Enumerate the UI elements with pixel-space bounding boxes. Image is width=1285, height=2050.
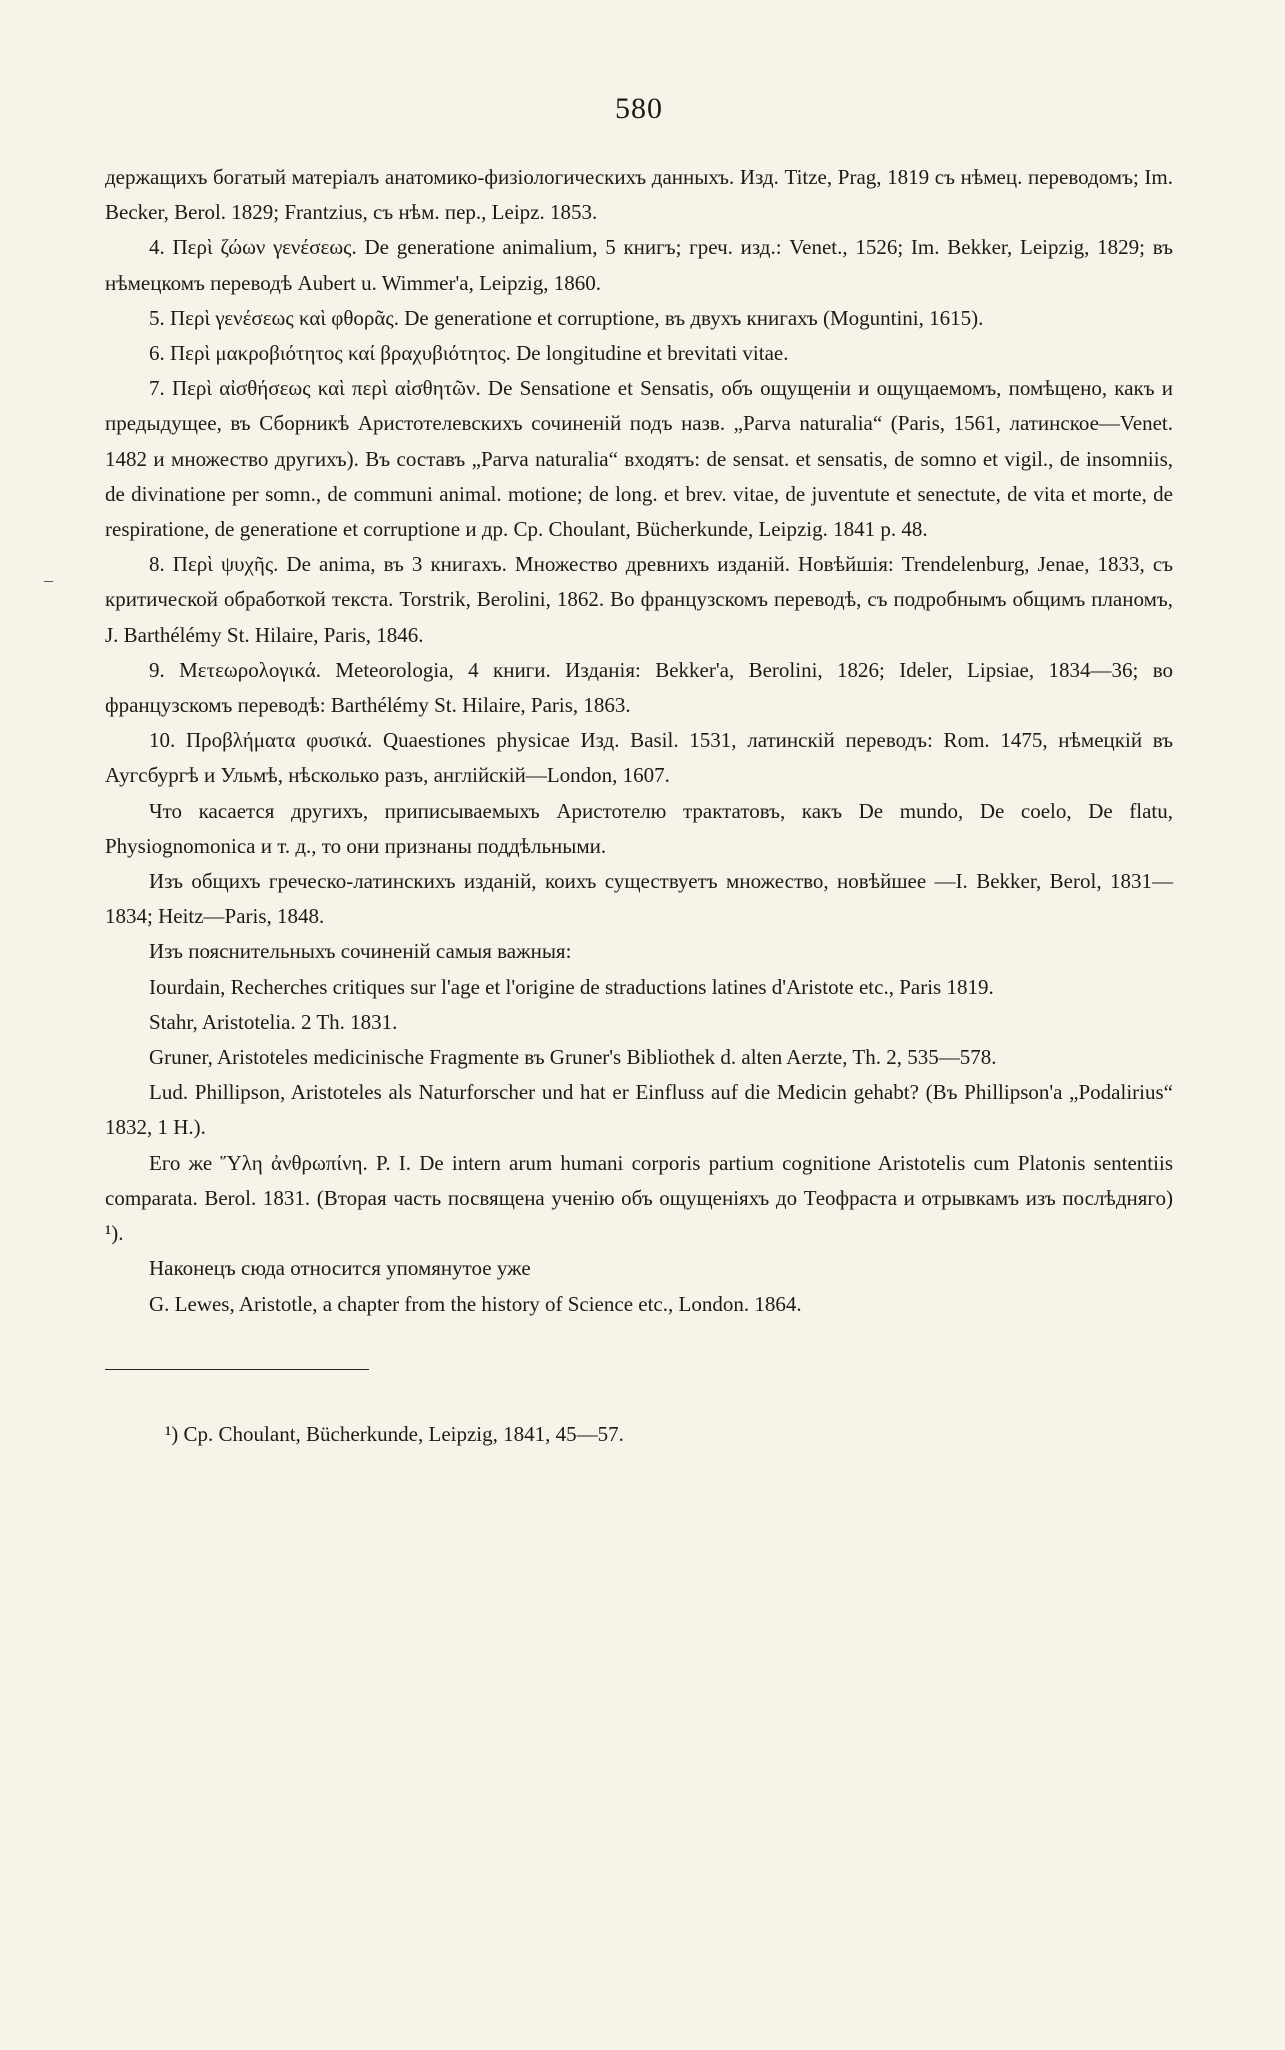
list-item-10: 10. Προβλήματα φυσικά. Quaestiones physicae Изд. Basil. 1531, латинскій переводъ: Rom. 1475, нѣмецкій въ Аугсбургѣ и Ульмѣ, нѣсколько разъ, англійскій—London, 1607. <box>105 728 1173 788</box>
paragraph-continued: держащихъ богатый матеріалъ анатомико-физіологическихъ данныхъ. Изд. Titze, Prag, 1819 съ нѣмец. переводомъ; Im. Becker, Berol. 1829; Frantzius, съ нѣм. пер., Leipz. 1853. <box>105 165 1173 225</box>
paragraph-general-editions: Изъ общихъ греческо-латинскихъ изданій, коихъ существуетъ множество, новѣйшее —I. Bekker, Berol, 1831—1834; Heitz—Paris, 1848. <box>105 869 1173 929</box>
list-item-6: 6. Περὶ μακροβιότητος καί βραχυβιότητος. De longitudine et brevitati vitae. <box>149 341 789 366</box>
reference-gruner: Gruner, Aristoteles medicinische Fragmente въ Gruner's Bibliothek d. alten Aerzte, Th. 2, 535—578. <box>149 1045 997 1070</box>
paragraph-commentaries-heading: Изъ пояснительныхъ сочиненій самыя важныя: <box>149 939 572 964</box>
list-item-9: 9. Μετεωρολογικά. Meteorologia, 4 книги. Изданія: Bekker'a, Berolini, 1826; Ideler, Lipsiae, 1834—36; во французскомъ переводѣ: Barthélémy St. Hilaire, Paris, 1863. <box>105 657 1173 718</box>
reference-stahr: Stahr, Aristotelia. 2 Th. 1831. <box>149 1009 398 1034</box>
reference-jourdain: Iourdain, Recherches critiques sur l'age et l'origine de straductions latines d'Aristote etc., Paris 1819. <box>149 974 994 999</box>
footnote: ¹) Ср. Choulant, Bücherkunde, Leipzig, 1841, 45—57. <box>165 1421 624 1446</box>
list-item-8: 8. Περὶ ψυχῆς. De anima, въ 3 книгахъ. Множество древнихъ изданій. Новѣйшія: Trendelenburg, Jenae, 1833, съ критической обработкой текста. Torstrik, Berolini, 1862. Во французскомъ переводѣ, съ подробнымъ общимъ планомъ, J. Barthélémy St. Hilaire, Paris, 1846. <box>105 552 1173 647</box>
reference-lewes: G. Lewes, Aristotle, a chapter from the history of Science etc., London. 1864. <box>149 1291 802 1316</box>
margin-mark: – <box>44 570 53 590</box>
list-item-4: 4. Περὶ ζώων γενέσεως. De generatione animalium, 5 книгъ; греч. изд.: Venet., 1526; Im. Bekker, Leipzig, 1829; въ нѣмецкомъ переводѣ Aubert u. Wimmer'a, Leipzig, 1860. <box>105 235 1173 295</box>
page-number: 580 <box>615 92 663 125</box>
paragraph-spurious-works: Что касается другихъ, приписываемыхъ Аристотелю трактатовъ, какъ De mundo, De coelo, De flatu, Physiognomonica и т. д., то они признаны поддѣльными. <box>105 798 1173 858</box>
reference-phillipson: Lud. Phillipson, Aristoteles als Naturforscher und hat er Einfluss auf die Medicin gehabt? (Въ Phillipson'a „Podalirius“ 1832, 1 H.). <box>105 1080 1173 1140</box>
paragraph-finally: Наконецъ сюда относится упомянутое уже <box>149 1256 531 1281</box>
footnote-divider <box>105 1369 369 1370</box>
list-item-7: 7. Περὶ αἰσθήσεως καὶ περὶ αἰσθητῶν. De Sensatione et Sensatis, объ ощущеніи и ощущаемомъ, помѣщено, какъ и предыдущее, въ Сборникѣ Аристотелевскихъ сочиненій подъ назв. „Parva naturalia“ (Paris, 1561, латинское—Venet. 1482 и множество другихъ). Въ составъ „Parva naturalia“ входятъ: de sensat. et sensatis, de somno et vigil., de insomniis, de divinatione per somn., de communi animal. motione; de long. et brev. vitae, de juventute et senectute, de vita et morte, de respiratione, de generatione et corruptione и др. Ср. Choulant, Bücherkunde, Leipzig. 1841 p. 48. <box>105 376 1173 542</box>
list-item-5: 5. Περὶ γενέσεως καὶ φθορᾶς. De generatione et corruptione, въ двухъ книгахъ (Moguntini, 1615). <box>149 305 984 330</box>
reference-phillipson-2: Его же Ὕλη ἀνθρωπίνη. P. I. De intern arum humani corporis partium cognitione Aristotelis cum Platonis sententiis comparata. Berol. 1831. (Вторая часть посвящена ученію объ ощущеніяхъ до Теофраста и отрывкамъ изъ послѣдняго) ¹). <box>105 1150 1173 1246</box>
